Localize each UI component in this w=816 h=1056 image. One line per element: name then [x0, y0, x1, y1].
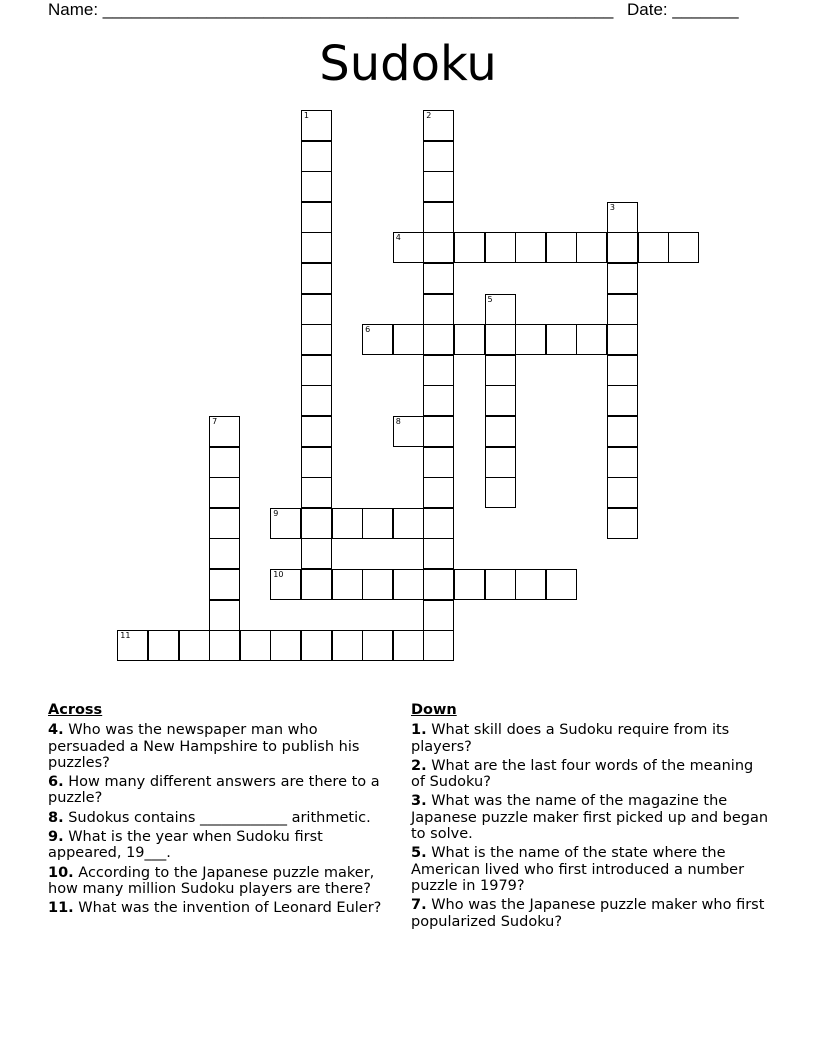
clue-number-label: 2 — [426, 111, 432, 120]
clue-down — [411, 722, 771, 755]
grid-cell[interactable] — [485, 232, 516, 263]
grid-cell[interactable] — [240, 630, 271, 661]
grid-cell[interactable] — [423, 538, 454, 569]
grid-cell[interactable] — [607, 202, 638, 233]
grid-cell[interactable] — [301, 477, 332, 508]
grid-cell[interactable] — [301, 416, 332, 447]
clue-across — [48, 722, 398, 771]
clue-down — [411, 758, 771, 791]
grid-cell[interactable] — [423, 141, 454, 172]
grid-cell[interactable] — [607, 355, 638, 386]
grid-cell[interactable] — [423, 110, 454, 141]
grid-cell[interactable] — [576, 324, 607, 355]
grid-cell[interactable] — [423, 385, 454, 416]
grid-cell[interactable] — [209, 416, 240, 447]
across-heading: Across — [48, 702, 103, 718]
grid-cell[interactable] — [423, 508, 454, 539]
clue-text: According to the Japanese puzzle maker, how many million Sudoku players are there? — [48, 864, 375, 897]
page-title: Sudoku — [319, 36, 497, 92]
grid-cell[interactable] — [638, 232, 669, 263]
clue-down — [411, 793, 771, 842]
grid-cell[interactable] — [332, 569, 363, 600]
grid-cell[interactable] — [423, 232, 454, 263]
clue-number-label: 9 — [273, 508, 279, 518]
grid-cell[interactable] — [454, 324, 485, 355]
grid-cell[interactable] — [423, 324, 454, 355]
grid-cell[interactable] — [301, 538, 332, 569]
grid-cell[interactable] — [332, 508, 363, 539]
grid-cell[interactable] — [209, 477, 240, 508]
grid-cell[interactable] — [485, 416, 516, 447]
clue-across — [48, 865, 398, 898]
clue-text: What is the year when Sudoku first appeared, 19___. — [48, 829, 323, 862]
grid-cell[interactable] — [485, 447, 516, 478]
grid-cell[interactable] — [301, 324, 332, 355]
grid-cell[interactable] — [393, 630, 424, 661]
grid-cell[interactable] — [485, 294, 516, 325]
grid-cell[interactable] — [362, 630, 393, 661]
clue-number-label: 10 — [273, 570, 284, 579]
grid-cell[interactable] — [607, 324, 638, 355]
grid-cell[interactable] — [607, 416, 638, 447]
grid-cell[interactable] — [301, 508, 332, 539]
grid-cell[interactable] — [607, 232, 638, 263]
clue-text: What skill does a Sudoku require from its players? — [411, 722, 730, 755]
clue-number: 10. — [48, 864, 74, 881]
grid-cell[interactable] — [393, 324, 424, 355]
clue-across — [48, 900, 398, 916]
grid-cell[interactable] — [454, 569, 485, 600]
grid-cell[interactable] — [485, 355, 516, 386]
grid-cell[interactable] — [485, 569, 516, 600]
grid-cell[interactable] — [423, 355, 454, 386]
grid-cell[interactable] — [270, 508, 301, 539]
clue-number-label: 5 — [487, 294, 493, 304]
grid-cell[interactable] — [301, 263, 332, 294]
grid-cell[interactable] — [423, 202, 454, 233]
grid-cell[interactable] — [301, 385, 332, 416]
grid-cell[interactable] — [301, 294, 332, 325]
across-clues — [48, 702, 398, 920]
clue-number-label: 6 — [365, 325, 371, 335]
grid-cell[interactable] — [148, 630, 179, 661]
grid-cell[interactable] — [607, 294, 638, 325]
grid-cell[interactable] — [393, 232, 424, 263]
grid-cell[interactable] — [546, 232, 577, 263]
grid-cell[interactable] — [117, 630, 148, 661]
grid-cell[interactable] — [301, 355, 332, 386]
grid-cell[interactable] — [546, 569, 577, 600]
grid-cell[interactable] — [515, 232, 546, 263]
grid-cell[interactable] — [607, 447, 638, 478]
grid-cell[interactable] — [301, 141, 332, 172]
clue-text: What was the name of the magazine the Japanese puzzle maker first picked up and began to solve. — [411, 793, 769, 843]
grid-cell[interactable] — [423, 569, 454, 600]
clue-number-label: 7 — [212, 417, 218, 426]
grid-cell[interactable] — [301, 630, 332, 661]
grid-cell[interactable] — [301, 110, 332, 141]
grid-cell[interactable] — [301, 232, 332, 263]
grid-cell[interactable] — [209, 447, 240, 478]
clue-across — [48, 810, 398, 826]
grid-cell[interactable] — [485, 324, 516, 355]
clue-text: Sudokus contains ____________ arithmetic. — [68, 809, 371, 826]
grid-cell[interactable] — [209, 538, 240, 569]
grid-cell[interactable] — [270, 630, 301, 661]
clue-number: 2. — [411, 757, 427, 774]
grid-cell[interactable] — [209, 600, 240, 631]
grid-cell[interactable] — [423, 171, 454, 202]
grid-cell[interactable] — [423, 630, 454, 661]
grid-cell[interactable] — [301, 447, 332, 478]
grid-cell[interactable] — [362, 569, 393, 600]
grid-cell[interactable] — [393, 508, 424, 539]
grid-cell[interactable] — [393, 569, 424, 600]
clue-number: 4. — [48, 722, 64, 739]
clue-number-label: 11 — [120, 631, 131, 641]
grid-cell[interactable] — [332, 630, 363, 661]
grid-cell[interactable] — [209, 508, 240, 539]
down-clues — [411, 702, 771, 933]
grid-cell[interactable] — [423, 447, 454, 478]
clue-number: 3. — [411, 793, 427, 810]
grid-cell[interactable] — [607, 477, 638, 508]
grid-cell[interactable] — [423, 416, 454, 447]
grid-cell[interactable] — [209, 569, 240, 600]
clue-number-label: 4 — [395, 233, 401, 243]
grid-cell[interactable] — [454, 232, 485, 263]
clue-text: Who was the Japanese puzzle maker who first popularized Sudoku? — [411, 897, 765, 930]
grid-cell[interactable] — [515, 324, 546, 355]
down-heading: Down — [411, 702, 457, 718]
grid-cell[interactable] — [179, 630, 210, 661]
clue-text: What are the last four words of the meaning of Sudoku? — [411, 757, 754, 791]
clue-number: 8. — [48, 809, 64, 826]
grid-cell[interactable] — [423, 263, 454, 294]
grid-cell[interactable] — [607, 263, 638, 294]
clue-number-label: 1 — [303, 111, 309, 120]
grid-cell[interactable] — [607, 385, 638, 416]
clue-down — [411, 897, 771, 930]
clue-number: 1. — [411, 722, 427, 739]
grid-cell[interactable] — [423, 294, 454, 325]
clue-number-label: 8 — [395, 417, 401, 426]
clue-down — [411, 845, 771, 894]
grid-cell[interactable] — [668, 232, 699, 263]
grid-cell[interactable] — [546, 324, 577, 355]
clue-text: Who was the newspaper man who persuaded a New Hampshire to publish his puzzles? — [48, 722, 360, 771]
grid-cell[interactable] — [423, 600, 454, 631]
clue-text: How many different answers are there to a puzzle? — [48, 774, 380, 807]
grid-cell[interactable] — [362, 508, 393, 539]
grid-cell[interactable] — [301, 171, 332, 202]
grid-cell[interactable] — [362, 324, 393, 355]
clue-number: 5. — [411, 845, 427, 862]
grid-cell[interactable] — [301, 569, 332, 600]
date-field[interactable]: Date: _______ — [627, 0, 739, 19]
grid-cell[interactable] — [607, 508, 638, 539]
clue-number: 7. — [411, 897, 427, 914]
name-field[interactable]: Name: ______________________________________________________ — [48, 0, 614, 19]
grid-cell[interactable] — [301, 202, 332, 233]
grid-cell[interactable] — [423, 477, 454, 508]
clue-text: What was the invention of Leonard Euler? — [78, 900, 382, 917]
clue-number-label: 3 — [609, 202, 615, 212]
grid-cell[interactable] — [515, 569, 546, 600]
grid-cell[interactable] — [485, 385, 516, 416]
clue-across — [48, 829, 398, 862]
grid-cell[interactable] — [209, 630, 240, 661]
clue-number: 11. — [48, 900, 74, 917]
clue-number: 6. — [48, 774, 64, 791]
grid-cell[interactable] — [270, 569, 301, 600]
clue-text: What is the name of the state where the American lived who first introduced a number puzzle in 1979? — [411, 845, 745, 894]
clue-number: 9. — [48, 829, 64, 846]
clue-across — [48, 774, 398, 807]
grid-cell[interactable] — [576, 232, 607, 263]
grid-cell[interactable] — [393, 416, 424, 447]
grid-cell[interactable] — [485, 477, 516, 508]
